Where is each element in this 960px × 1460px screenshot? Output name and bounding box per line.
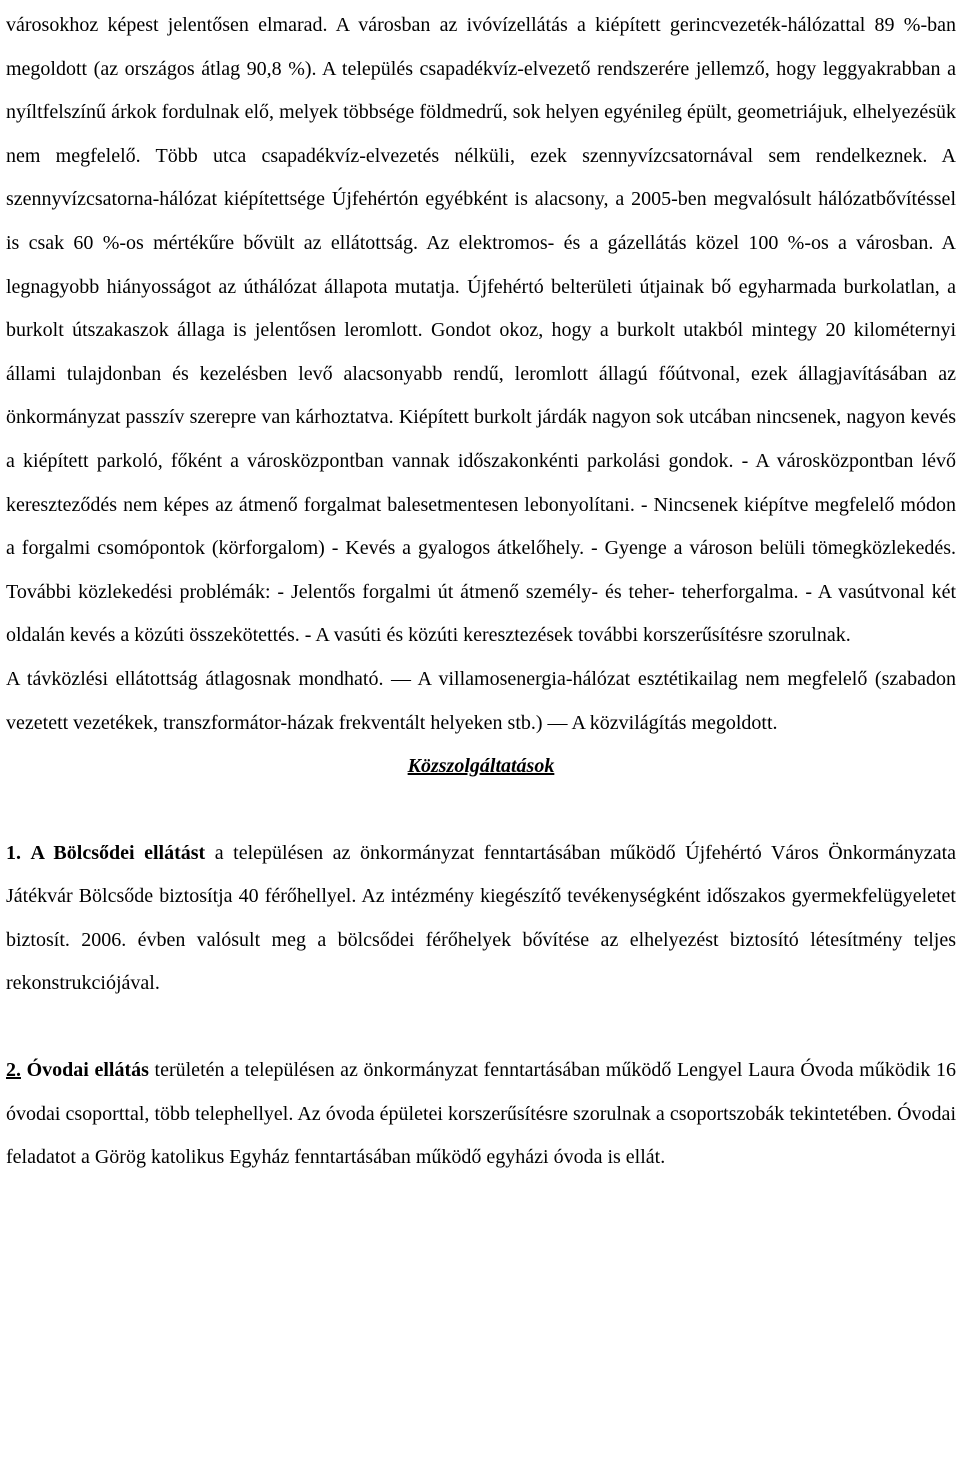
- section-heading-public-services: Közszolgáltatások: [407, 755, 555, 778]
- section-number: 1.: [6, 841, 21, 864]
- section-title: Óvodai ellátás: [26, 1059, 149, 1082]
- paragraph-utilities-infrastructure: városokhoz képest jelentősen elmarad. A városban az ivóvízellátás a kiépített gerincvezeték-hálózattal 89 %-ban megoldott (az országos átlag 90,8 %). A település csapadékvíz-elvezető rendszerére jellemző, hogy leggyakrabban a nyíltfelszínű árkok fordulnak elő, melyek többsége földmedrű, sok helyen egyénileg épült, geometriájuk, elhelyezésük nem megfelelő. Több utca csapadékvíz-elvezetés nélküli, ezek szennyvízcsatornával sem rendelkeznek. A szennyvízcsatorna-hálózat kiépítettsége Újfehértón egyébként is alacsony, a 2005-ben megvalósult hálózatbővítéssel is csak 60 %-os mértékűre bővült az ellátottság. Az elektromos- és a gázellátás közel 100 %-os a városban. A legnagyobb hiányosságot az úthálózat állapota mutatja. Újfehértó belterületi útjainak bő egyharmada burkolatlan, a burkolt útszakaszok állaga is jelentősen leromlott. Gondot okoz, hogy a burkolt utakból mintegy 20 kilométernyi állami tulajdonban és kezelésben levő alacsonyabb rendű, leromlott állagú főútvonal, ezek állagjavításában az önkormányzat passzív szerepre van kárhoztatva. Kiépített burkolt járdák nagyon sok utcában nincsenek, nagyon kevés a kiépített parkoló, főként a városközpontban vannak időszakonkénti parkolási gondok. - A városközpontban lévő kereszteződés nem képes az átmenő forgalmat balesetmentesen lebonyolítani. - Nincsenek kiépítve megfelelő módon a forgalmi csomópontok (körforgalom) - Kevés a gyalogos átkelőhely. - Gyenge a városon belüli tömegközlekedés. További közlekedési problémák: - Jelentős forgalmi út átmenő személy- és teher- teherforgalma. - A vasútvonal két oldalán kevés a közúti összekötettés. - A vasúti és közúti keresztezések további korszerűsítésre szorulnak.: [6, 14, 956, 647]
- paragraph-telecom-electricity: A távközlési ellátottság átlagosnak mondható. ― A villamosenergia-hálózat esztétikailag nem megfelelő (szabadon vezetett vezetékek, transzformátor-házak frekventált helyeken stb.) ― A közvilágítás megoldott.: [6, 667, 956, 734]
- section-text: területén a településen az önkormányzat fenntartásában működő Lengyel Laura Óvoda működik 16 óvodai csoporttal, több telephellyel. Az óvoda épületei korszerűsítésre szorulnak a csoportszobák tekintetében. Óvodai feladatot a Görög katolikus Egyház fenntartásában működő egyházi óvoda is ellát.: [6, 1059, 957, 1169]
- document-page: [6, 0, 956, 1180]
- section-text: a településen az önkormányzat fenntartásában működő Újfehértó Város Önkormányzata Játékvár Bölcsőde biztosítja 40 férőhellyel. Az intézmény kiegészítő tevékenységként időszakos gyermekfelügyeletet biztosít. 2006. évben valósult meg a bölcsődei férőhelyek bővítése az elhelyezést biztosító létesítmény teljes rekonstrukciójával.: [6, 841, 956, 995]
- section-number: 2.: [6, 1059, 21, 1082]
- section-nursery: [6, 832, 956, 1006]
- section-kindergarten: [6, 1049, 956, 1180]
- section-title: A Bölcsődei ellátást: [30, 841, 206, 864]
